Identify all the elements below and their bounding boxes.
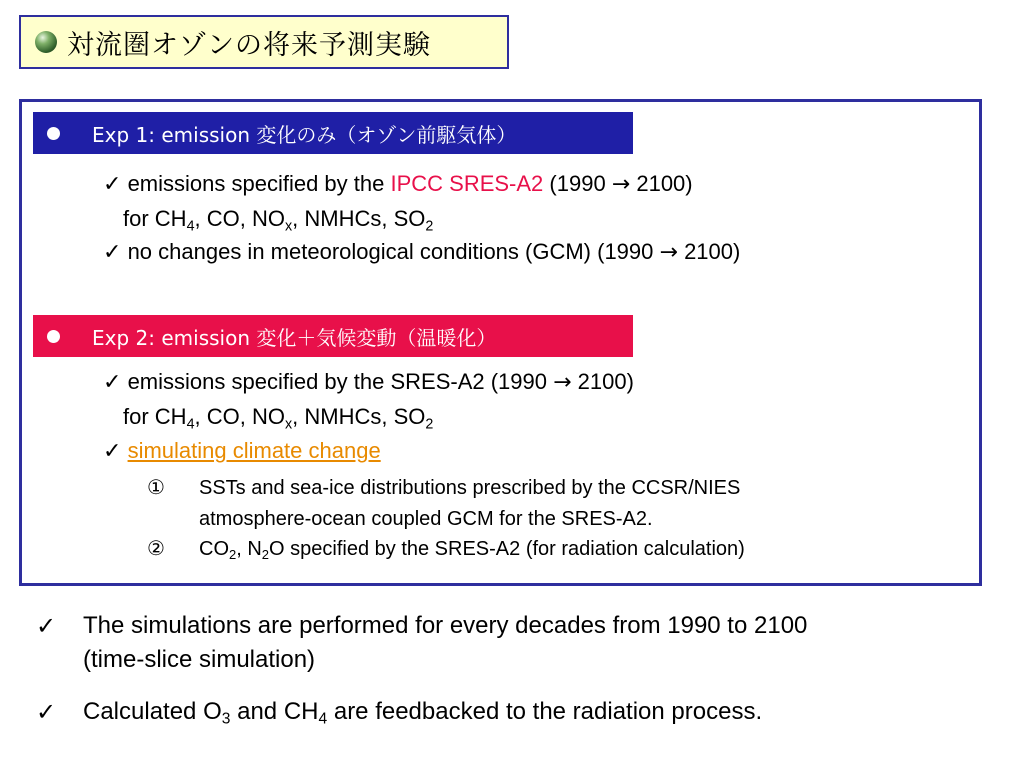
arrow-right-icon: →: [553, 370, 572, 395]
checkmark-icon: ✓: [103, 370, 122, 395]
circled-two-marker: ②: [147, 538, 165, 560]
exp1-bullet-2: ✓ no changes in meteorological conditions (GCM) (1990 → 2100): [103, 239, 741, 265]
exp1-header: [33, 112, 633, 154]
bottom-bullet-1-check: [36, 610, 56, 643]
circled-one-marker: ①: [147, 477, 165, 499]
simulating-climate-change-link[interactable]: simulating climate change: [127, 438, 381, 463]
checkmark-icon: ✓: [36, 612, 57, 640]
bottom-bullet-2: Calculated $O_3$ and $CH_4$ are feedbacked to the radiation process.: [83, 698, 763, 728]
exp1-bullet-1-gases: for $CH_4$, CO, $NO_x$, NMHCs, $SO_2$: [123, 206, 434, 235]
exp2-bullet-2: [103, 437, 381, 466]
exp2-numbered-item-1-text-2: atmosphere-ocean coupled GCM for the SRES-A2.: [199, 508, 653, 530]
bottom-bullet-2-check: [36, 696, 56, 729]
exp2-header-label: Exp 2: emission 変化＋気候変動（温暖化）: [92, 325, 497, 350]
bottom-bullet-1: The simulations are performed for every decades from 1990 to 2100: [83, 612, 808, 639]
checkmark-icon: ✓: [36, 698, 57, 726]
circle-bullet-icon: [47, 330, 60, 343]
exp2-numbered-item-1: [147, 475, 165, 501]
exp1-bullet-1: ✓ emissions specified by the IPCC SRES-A2 (1990 → 2100): [103, 171, 693, 197]
exp1-header-label: Exp 1: emission 変化のみ（オゾン前駆気体）: [92, 122, 517, 147]
exp2-bullet-1-gases: for $CH_4$, CO, $NO_x$, NMHCs, $SO_2$: [123, 404, 434, 433]
exp2-header: [33, 315, 633, 357]
circle-bullet-icon: [47, 127, 60, 140]
arrow-right-icon: →: [659, 240, 678, 265]
exp2-numbered-item-2-text: $CO_2$, $N_2O$ specified by the SRES-A2 (for radiation calculation): [199, 538, 745, 562]
bottom-bullet-1-line-2: (time-slice simulation): [83, 646, 316, 673]
checkmark-icon: ✓: [103, 172, 122, 197]
green-sphere-bullet-icon: [35, 31, 57, 53]
slide-title-box: [19, 15, 509, 69]
exp2-numbered-item-2: [147, 536, 165, 562]
slide-title: 対流圏オゾンの将来予測実験: [67, 29, 431, 61]
exp2-bullet-1: ✓ emissions specified by the SRES-A2 (1990 → 2100): [103, 369, 634, 395]
exp2-numbered-item-1-text: SSTs and sea-ice distributions prescribed by the CCSR/NIES: [199, 477, 741, 499]
checkmark-icon: ✓: [103, 439, 122, 464]
arrow-right-icon: →: [611, 172, 631, 197]
checkmark-icon: ✓: [103, 240, 122, 265]
ipcc-sres-highlight: IPCC SRES-A2: [390, 171, 544, 196]
